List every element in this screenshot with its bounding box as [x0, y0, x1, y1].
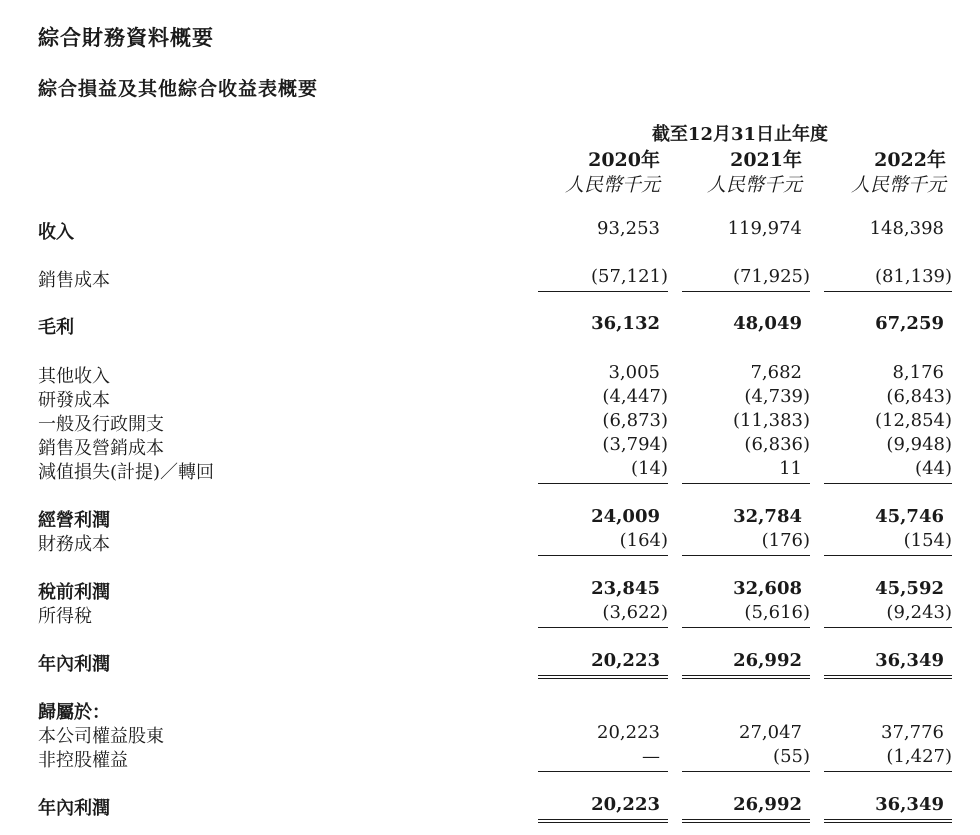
column-unit-2022: 人民幣千元	[850, 174, 946, 196]
value-2022: (154)	[903, 530, 952, 551]
value-2021: (5,616)	[744, 602, 810, 623]
underline	[682, 603, 810, 628]
underline	[824, 531, 952, 556]
page-title: 綜合財務資料概要	[38, 25, 214, 50]
underline	[538, 267, 668, 292]
value-2022: (9,948)	[886, 434, 952, 455]
row-label: 經營利潤	[38, 510, 110, 531]
value-2022: (12,854)	[874, 410, 952, 431]
underline	[824, 267, 952, 292]
row-label: 本公司權益股東	[38, 726, 164, 747]
underline	[682, 267, 810, 292]
value-2020: 23,845	[591, 578, 660, 599]
underline	[538, 531, 668, 556]
value-2021: 119,974	[727, 218, 802, 239]
value-2020: (3,794)	[602, 434, 668, 455]
value-2022: (6,843)	[886, 386, 952, 407]
value-2022: 8,176	[892, 362, 944, 383]
value-2022: (1,427)	[886, 746, 952, 767]
value-2022: 36,349	[875, 794, 944, 815]
value-2022: (44)	[915, 458, 952, 479]
column-period-header: 截至12月31日止年度	[651, 124, 829, 145]
value-2022: 45,592	[875, 578, 944, 599]
table-row	[0, 578, 980, 602]
double-underline	[682, 651, 810, 679]
table-row	[0, 698, 980, 722]
table-row	[0, 386, 980, 410]
value-2020: 20,223	[591, 794, 660, 815]
value-2020: (14)	[631, 458, 668, 479]
value-2020: 3,005	[608, 362, 660, 383]
row-label: 毛利	[38, 317, 74, 338]
value-2020: (6,873)	[602, 410, 668, 431]
value-2021: (55)	[773, 746, 810, 767]
table-row	[0, 722, 980, 746]
double-underline	[538, 795, 668, 823]
row-label: 非控股權益	[38, 750, 128, 771]
value-2020: (164)	[619, 530, 668, 551]
value-2021: 7,682	[750, 362, 802, 383]
underline	[682, 459, 810, 484]
row-label: 年內利潤	[38, 798, 110, 819]
value-2021: (6,836)	[744, 434, 810, 455]
row-label: 所得稅	[38, 606, 92, 627]
row-label: 歸屬於：	[38, 702, 110, 723]
row-label: 年內利潤	[38, 654, 110, 675]
value-2022: 67,259	[875, 313, 944, 334]
value-2020: (57,121)	[590, 266, 668, 287]
row-label: 銷售及營銷成本	[38, 438, 164, 459]
table-row	[0, 313, 980, 337]
row-label: 減值損失(計提)／轉回	[38, 462, 215, 483]
row-label: 財務成本	[38, 534, 110, 555]
underline	[538, 459, 668, 484]
underline	[682, 747, 810, 772]
value-2020: 93,253	[597, 218, 660, 239]
row-label: 銷售成本	[38, 270, 110, 291]
section-title: 綜合損益及其他綜合收益表概要	[38, 78, 319, 100]
column-year-2022: 2022年	[874, 149, 946, 171]
value-2021: (71,925)	[732, 266, 810, 287]
value-2021: 27,047	[739, 722, 802, 743]
column-unit-2021: 人民幣千元	[706, 174, 802, 196]
value-2021: 26,992	[733, 794, 802, 815]
row-label: 稅前利潤	[38, 582, 110, 603]
table-row	[0, 434, 980, 458]
value-2022: 37,776	[881, 722, 944, 743]
value-2021: (11,383)	[732, 410, 810, 431]
value-2021: 11	[779, 458, 802, 479]
underline	[824, 747, 952, 772]
value-2021: (4,739)	[744, 386, 810, 407]
underline	[538, 747, 668, 772]
value-2020: (3,622)	[602, 602, 668, 623]
column-year-2021: 2021年	[730, 149, 802, 171]
value-2022: 36,349	[875, 650, 944, 671]
value-2022: 45,746	[875, 506, 944, 527]
table-row	[0, 410, 980, 434]
double-underline	[682, 795, 810, 823]
table-row	[0, 362, 980, 386]
underline	[538, 603, 668, 628]
value-2022: (81,139)	[874, 266, 952, 287]
value-2020: 20,223	[591, 650, 660, 671]
table-row	[0, 506, 980, 530]
row-label: 研發成本	[38, 390, 110, 411]
value-2020: 20,223	[597, 722, 660, 743]
underline	[824, 603, 952, 628]
double-underline	[824, 651, 952, 679]
value-2021: 32,608	[733, 578, 802, 599]
table-row	[0, 218, 980, 242]
value-2020: 24,009	[591, 506, 660, 527]
value-2022: 148,398	[869, 218, 944, 239]
row-label: 收入	[38, 222, 74, 243]
value-2020: 36,132	[591, 313, 660, 334]
value-2020: —	[642, 746, 660, 767]
value-2022: (9,243)	[886, 602, 952, 623]
value-2021: 48,049	[733, 313, 802, 334]
value-2021: 32,784	[733, 506, 802, 527]
double-underline	[824, 795, 952, 823]
row-label: 其他收入	[38, 366, 110, 387]
column-unit-2020: 人民幣千元	[564, 174, 660, 196]
value-2020: (4,447)	[602, 386, 668, 407]
column-year-2020: 2020年	[588, 149, 660, 171]
underline	[682, 531, 810, 556]
row-label: 一般及行政開支	[38, 414, 164, 435]
value-2021: 26,992	[733, 650, 802, 671]
value-2021: (176)	[761, 530, 810, 551]
underline	[824, 459, 952, 484]
double-underline	[538, 651, 668, 679]
